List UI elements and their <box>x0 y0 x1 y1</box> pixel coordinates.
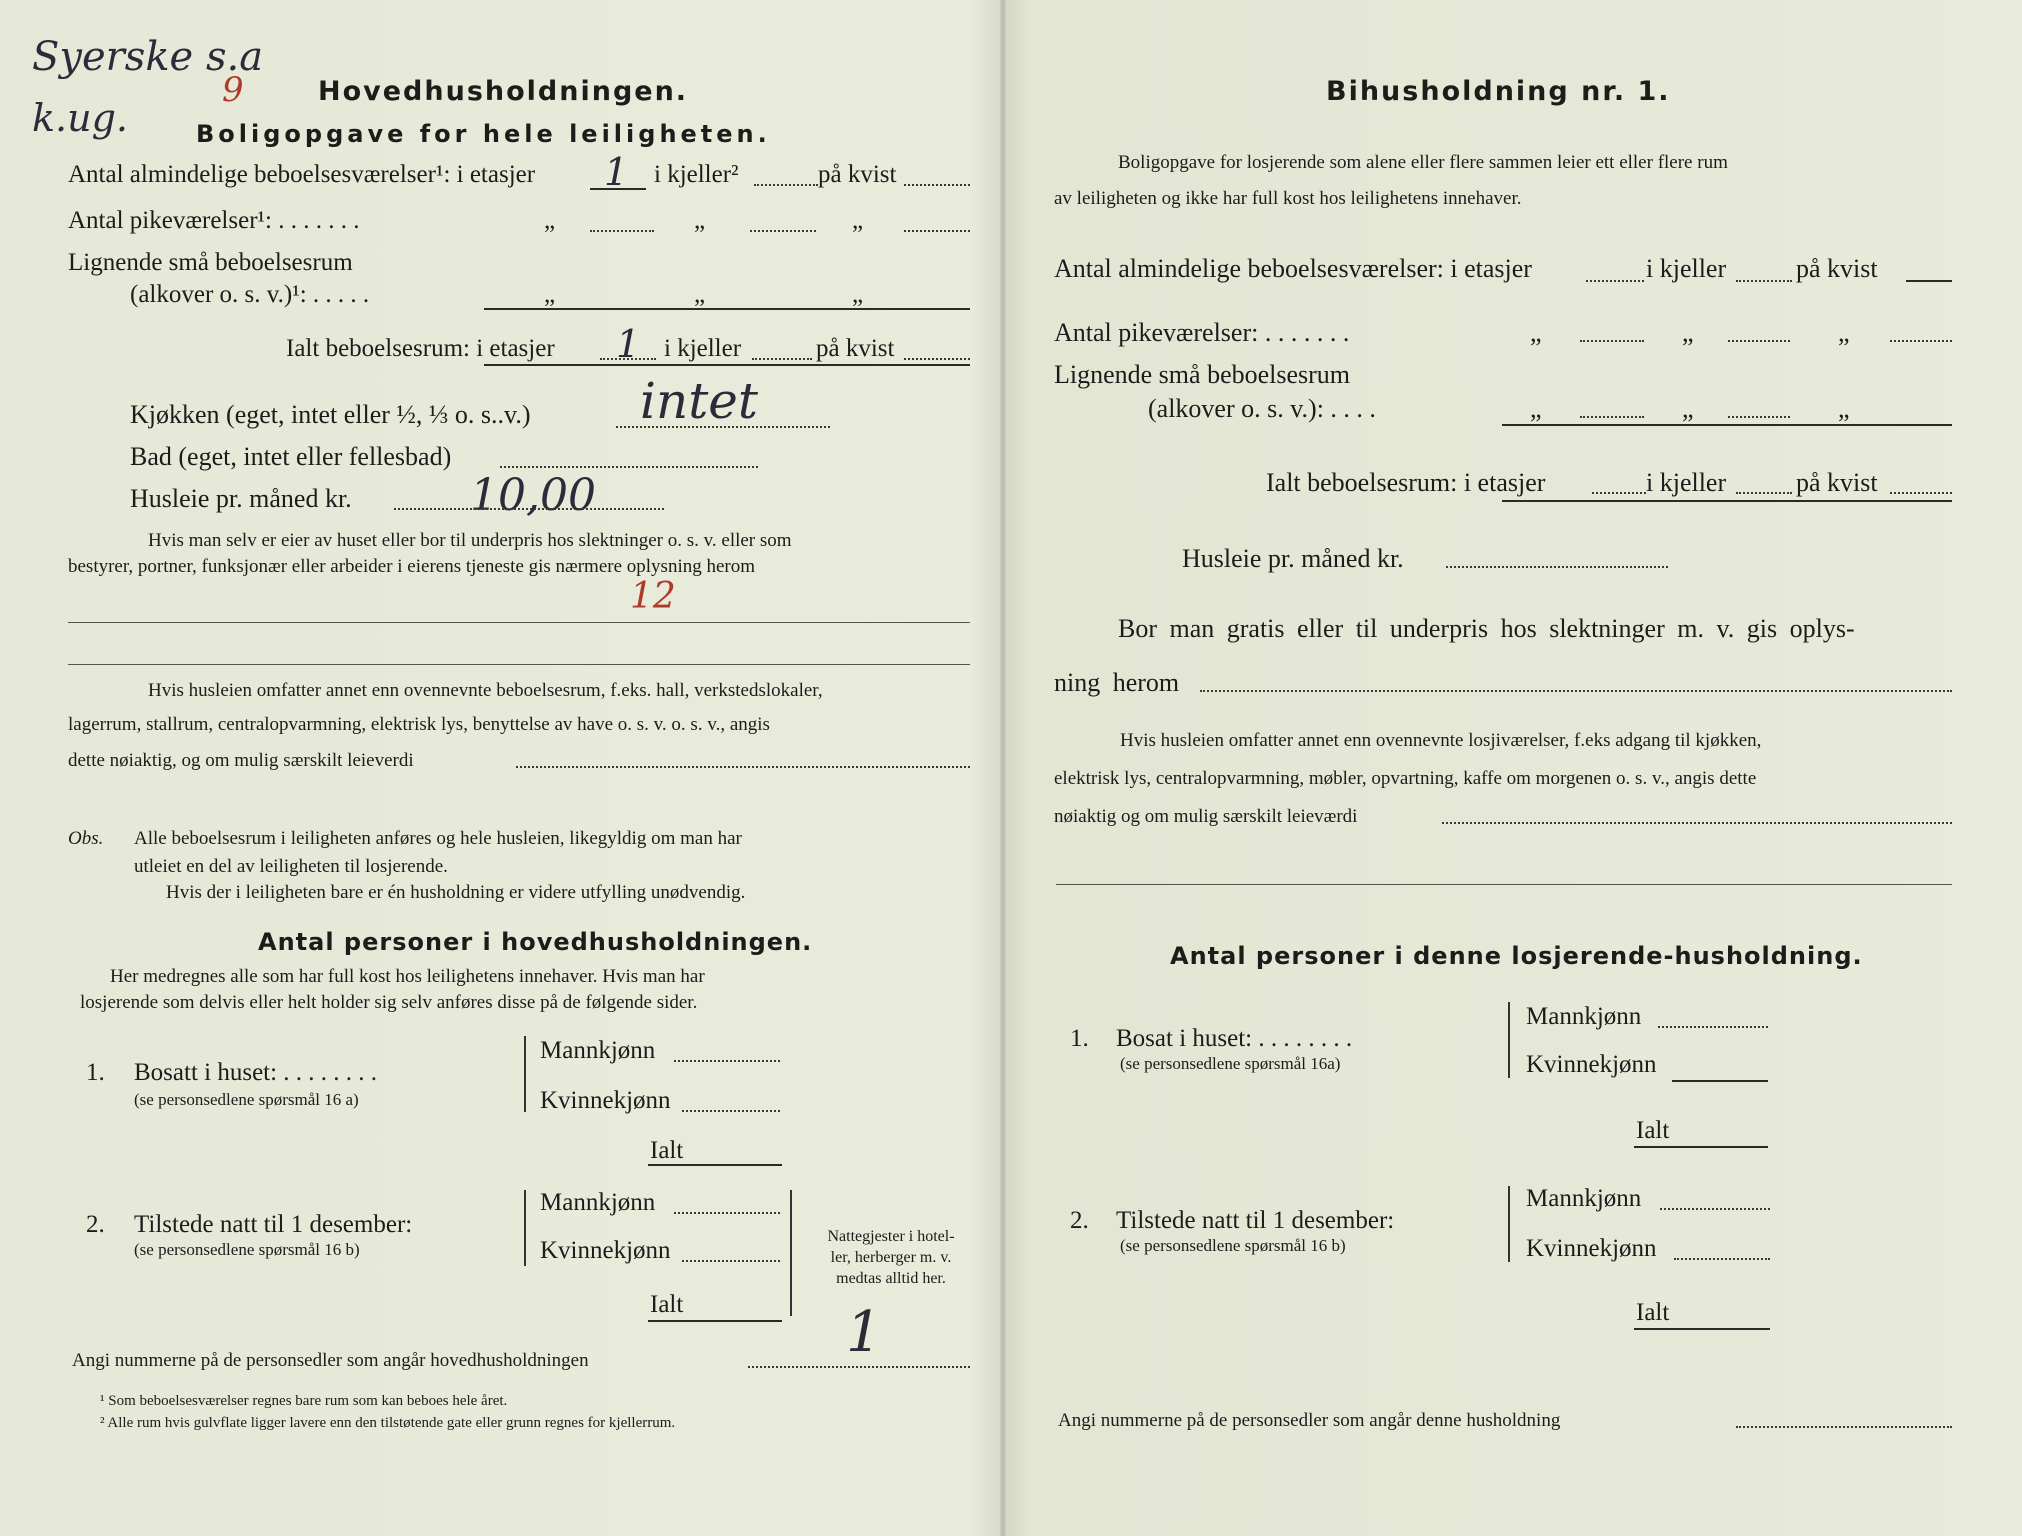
rent-dots <box>394 508 664 510</box>
handwritten-red-number: 12 <box>630 576 676 617</box>
sub-q2-total-line <box>1634 1328 1770 1330</box>
handwritten-rent: 10,00 <box>470 470 596 521</box>
q2-male-dots <box>674 1212 780 1214</box>
footnote-1: ¹ Som beboelsesværelser regnes bare rum som kan beboes hele året. <box>100 1393 508 1409</box>
q2-total-line <box>648 1320 782 1322</box>
rooms-kvist-dots <box>904 184 970 186</box>
q1-female-label: Kvinnekjønn <box>540 1087 671 1114</box>
sub-rent-dots <box>1446 566 1668 568</box>
footnote-2: ² Alle rum hvis gulvflate ligger lavere enn den tilstøtende gate eller grunn regnes for kjellerrum. <box>100 1415 676 1431</box>
sub-q1-total-label: Ialt <box>1636 1117 1670 1144</box>
sub-alcove-label: (alkover o. s. v.): . . . . <box>1148 394 1376 423</box>
q1-total-label: Ialt <box>650 1137 684 1164</box>
ditto-mark: „ <box>1838 318 1850 347</box>
sub-q1-female-line <box>1672 1080 1768 1082</box>
bath-label: Bad (eget, intet eller fellesbad) <box>130 442 452 471</box>
rent-label: Husleie pr. måned kr. <box>130 484 352 513</box>
sub-q2-number: 2. <box>1070 1207 1089 1234</box>
sub-q1-label: Bosat i huset: . . . . . . . . <box>1116 1025 1353 1052</box>
sub-gratis-line-2: ning herom <box>1054 668 1180 697</box>
small-rooms-label: Lignende små beboelsesrum <box>68 249 353 276</box>
rent-note-line-3: dette nøiaktig, og om mulig særskilt leieverdi <box>68 750 414 771</box>
sub-rent-label: Husleie pr. måned kr. <box>1182 544 1404 573</box>
total-rooms-line <box>484 364 970 366</box>
main-household-subtitle: Boligopgave for hele leiligheten. <box>196 120 771 148</box>
maid-rooms-label: Antal pikeværelser¹: . . . . . . . <box>68 207 360 234</box>
total-kvist-label: på kvist <box>816 335 895 362</box>
rent-note-dots <box>516 766 970 768</box>
obs-label: Obs. <box>68 828 104 849</box>
q2-total-label: Ialt <box>650 1291 684 1318</box>
sub-q1-male-dots <box>1658 1026 1768 1028</box>
sub-maid-rooms-label: Antal pikeværelser: . . . . . . . <box>1054 318 1350 347</box>
total-kjeller-dots <box>752 358 812 360</box>
rooms-kjeller-dots <box>754 184 818 186</box>
sub-total-kjeller-dots <box>1736 492 1792 494</box>
q1-male-dots <box>674 1060 780 1062</box>
sub-q2-male-dots <box>1660 1208 1770 1210</box>
obs-line-2: utleiet en del av leiligheten til losjerende. <box>134 856 448 877</box>
sub-rooms-kjeller-dots <box>1736 280 1792 282</box>
sub-maid-kjeller-dots <box>1728 340 1790 342</box>
owner-line-2 <box>68 664 970 665</box>
q1-number: 1. <box>86 1059 105 1086</box>
total-kvist-dots <box>904 358 970 360</box>
sub-angi-dots <box>1736 1426 1952 1428</box>
ditto-mark: „ <box>1682 394 1694 423</box>
ditto-mark: „ <box>852 207 864 234</box>
sub-q1-female-label: Kvinnekjønn <box>1526 1051 1657 1078</box>
night-guest-note <box>806 1226 976 1289</box>
kitchen-label: Kjøkken (eget, intet eller ½, ⅓ o. s..v.) <box>130 400 531 429</box>
handwritten-note: k.ug. <box>32 96 128 140</box>
ditto-mark: „ <box>852 281 864 308</box>
q2-brace <box>524 1190 526 1266</box>
sub-rent-note-line <box>1056 884 1952 885</box>
sub-gratis-line-1: Bor man gratis eller til underpris hos slektninger m. v. gis oplys- <box>1118 614 1855 643</box>
alcove-label: (alkover o. s. v.)¹: . . . . . <box>130 281 370 308</box>
sub-total-rooms-label: Ialt beboelsesrum: i etasjer <box>1266 468 1546 497</box>
sub-persons-title: Antal personer i denne losjerende-husholdning. <box>1170 942 1863 970</box>
sub-total-etasjer-dots <box>1592 492 1646 494</box>
ditto-mark: „ <box>1530 318 1542 347</box>
sub-q1-total-line <box>1634 1146 1768 1148</box>
ditto-mark: „ <box>544 207 556 234</box>
sub-household-title: Bihusholdning nr. 1. <box>1326 76 1671 107</box>
rent-note-line-2: lagerrum, stallrum, centralopvarmning, elektrisk lys, benyttelse av have o. s. v. o. s. v., angis <box>68 714 770 735</box>
q1-sub: (se personsedlene spørsmål 16 a) <box>134 1090 359 1109</box>
night-guest-note-line: medtas alltid her. <box>836 1270 946 1287</box>
sub-alcove-etasjer-dots <box>1580 416 1644 418</box>
sub-alcove-kjeller-dots <box>1728 416 1790 418</box>
ditto-mark: „ <box>1530 394 1542 423</box>
rooms-kvist-label: på kvist <box>818 161 897 188</box>
sub-q1-male-label: Mannkjønn <box>1526 1003 1642 1030</box>
total-rooms-label: Ialt beboelsesrum: i etasjer <box>286 335 555 362</box>
q1-label: Bosatt i huset: . . . . . . . . <box>134 1059 378 1086</box>
handwritten-persons-count: 1 <box>846 1300 882 1365</box>
maid-kjeller-dots <box>750 230 816 232</box>
sub-gratis-dots <box>1200 690 1952 692</box>
night-guest-note-line: ler, herberger m. v. <box>830 1249 952 1266</box>
q1-total-line <box>648 1164 782 1166</box>
sub-total-kvist-label: på kvist <box>1796 468 1878 497</box>
sub-q2-total-label: Ialt <box>1636 1299 1670 1326</box>
ditto-mark: „ <box>1838 394 1850 423</box>
total-kjeller-label: i kjeller <box>664 335 742 362</box>
kitchen-dots <box>616 426 830 428</box>
sub-angi-label: Angi nummerne på de personsedler som angår denne husholdning <box>1058 1410 1561 1431</box>
sub-small-rooms-label: Lignende små beboelsesrum <box>1054 360 1351 389</box>
sub-total-kvist-dots <box>1890 492 1952 494</box>
main-household-title: Hovedhusholdningen. <box>318 76 689 107</box>
q2-sub: (se personsedlene spørsmål 16 b) <box>134 1240 360 1259</box>
obs-line-1: Alle beboelsesrum i leiligheten anføres og hele husleien, likegyldig om man har <box>134 828 742 849</box>
sub-q2-sub: (se personsedlene spørsmål 16 b) <box>1120 1236 1346 1255</box>
sub-q1-brace <box>1508 1002 1510 1078</box>
handwritten-total-etasjer: 1 <box>616 322 641 366</box>
obs-line-3: Hvis der i leiligheten bare er én husholdning er videre utfylling unødvendig. <box>166 882 746 903</box>
sub-rooms-kvist-label: på kvist <box>1796 254 1878 283</box>
maid-etasjer-dots <box>590 230 654 232</box>
page-fold <box>1000 0 1006 1536</box>
q2-label: Tilstede natt til 1 desember: <box>134 1211 413 1238</box>
persons-title: Antal personer i hovedhusholdningen. <box>258 928 813 956</box>
q1-female-dots <box>682 1110 780 1112</box>
sub-rent-note-line-1: Hvis husleien omfatter annet enn ovennevnte losjiværelser, f.eks adgang til kjøkken, <box>1120 730 1762 751</box>
rent-note-line-1: Hvis husleien omfatter annet enn ovennevnte beboelsesrum, f.eks. hall, verkstedslokaler, <box>148 680 823 701</box>
sub-q2-female-label: Kvinnekjønn <box>1526 1235 1657 1262</box>
sub-q2-brace <box>1508 1186 1510 1262</box>
sub-rooms-kjeller-label: i kjeller <box>1646 254 1727 283</box>
sub-rent-note-dots <box>1442 822 1952 824</box>
night-guest-brace <box>790 1190 792 1316</box>
persons-note-line-1: Her medregnes alle som har full kost hos leilighetens innehaver. Hvis man har <box>110 966 705 987</box>
rooms-label: Antal almindelige beboelsesværelser¹: i etasjer <box>68 161 536 188</box>
sub-q2-male-label: Mannkjønn <box>1526 1185 1642 1212</box>
sub-q1-sub: (se personsedlene spørsmål 16a) <box>1120 1054 1341 1073</box>
night-guest-note-line: Nattegjester i hotel- <box>827 1228 955 1245</box>
sub-maid-etasjer-dots <box>1580 340 1644 342</box>
q2-number: 2. <box>86 1211 105 1238</box>
q2-female-label: Kvinnekjønn <box>540 1237 671 1264</box>
sub-rent-note-line-2: elektrisk lys, centralopvarmning, møbler, opvartning, kaffe om morgenen o. s. v., angis dette <box>1054 768 1757 789</box>
sub-rooms-kvist-line <box>1906 280 1952 282</box>
sub-q2-label: Tilstede natt til 1 desember: <box>1116 1207 1395 1234</box>
maid-kvist-dots <box>904 230 970 232</box>
sub-intro-line-2: av leiligheten og ikke har full kost hos leilighetens innehaver. <box>1054 188 1522 209</box>
q2-male-label: Mannkjønn <box>540 1189 656 1216</box>
sub-total-rooms-line <box>1502 500 1952 502</box>
sub-q2-female-dots <box>1674 1258 1770 1260</box>
bath-dots <box>500 466 758 468</box>
angi-label: Angi nummerne på de personsedler som angår hovedhusholdningen <box>72 1350 589 1371</box>
sub-rooms-label: Antal almindelige beboelsesværelser: i etasjer <box>1054 254 1532 283</box>
sub-q1-number: 1. <box>1070 1025 1089 1052</box>
rooms-kjeller-label: i kjeller² <box>654 161 739 188</box>
ditto-mark: „ <box>1682 318 1694 347</box>
q1-male-label: Mannkjønn <box>540 1037 656 1064</box>
owner-note-line-1: Hvis man selv er eier av huset eller bor til underpris hos slektninger o. s. v. eller som <box>148 530 792 551</box>
ditto-mark: „ <box>544 281 556 308</box>
sub-small-rooms-line <box>1502 424 1952 426</box>
sub-rooms-etasjer-dots <box>1586 280 1644 282</box>
handwritten-rooms-etasjer: 1 <box>604 150 629 194</box>
small-rooms-line <box>484 308 970 310</box>
q1-brace <box>524 1036 526 1112</box>
angi-dots <box>748 1366 970 1368</box>
sub-intro-line-1: Boligopgave for losjerende som alene eller flere sammen leier ett eller flere rum <box>1118 152 1728 173</box>
owner-note-line-2: bestyrer, portner, funksjonær eller arbeider i eierens tjeneste gis nærmere oplysning herom <box>68 556 756 577</box>
handwritten-occupation: Syerske s.a <box>32 34 264 80</box>
handwritten-kitchen: intet <box>640 372 758 430</box>
sub-total-kjeller-label: i kjeller <box>1646 468 1727 497</box>
persons-note-line-2: losjerende som delvis eller helt holder sig selv anføres disse på de følgende sider. <box>80 992 698 1013</box>
ditto-mark: „ <box>694 207 706 234</box>
q2-female-dots <box>682 1260 780 1262</box>
sub-maid-kvist-dots <box>1890 340 1952 342</box>
ditto-mark: „ <box>694 281 706 308</box>
owner-line-1 <box>68 622 970 623</box>
handwritten-red-mark: 9 <box>222 70 244 110</box>
sub-rent-note-line-3: nøiaktig og om mulig særskilt leieværdi <box>1054 806 1358 827</box>
